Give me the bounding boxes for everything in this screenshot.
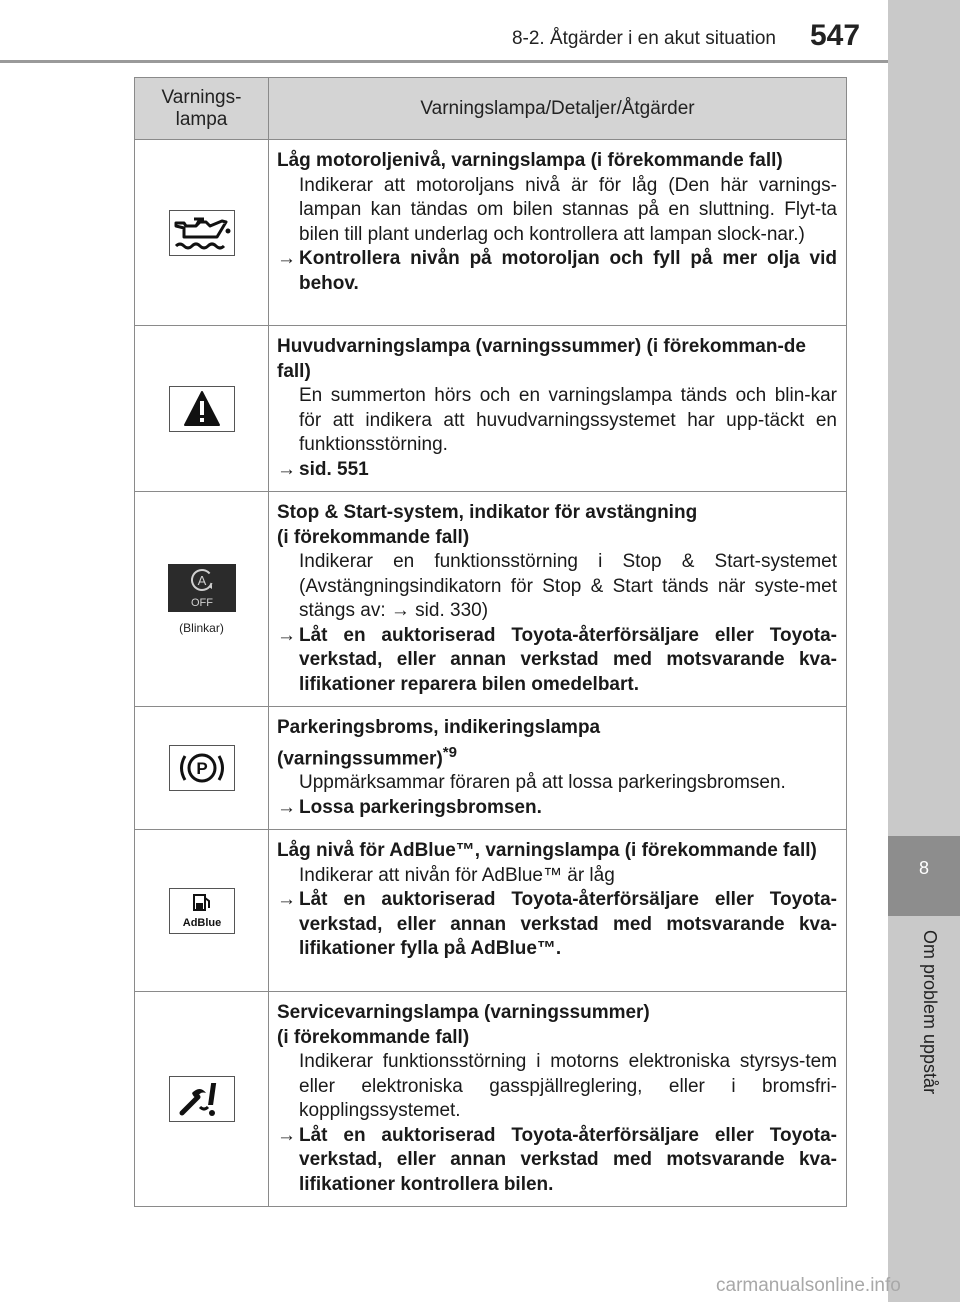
arrow-icon: → <box>277 1124 296 1146</box>
row-title: Huvudvarningslampa (varningssummer) (i förekomman-de fall) <box>277 336 806 382</box>
row-description: Indikerar funktionsstörning i motorns elektroniska styrsys-tem eller elektroniska gasspjällreglering, eller i bromsfri-kopplingssystemet. <box>299 1051 837 1122</box>
header-rule <box>0 60 888 63</box>
table-row <box>135 492 847 707</box>
svg-text:A: A <box>197 572 206 588</box>
lamp-cell <box>135 707 269 830</box>
row-description: Indikerar att nivån för AdBlue™ är låg <box>299 864 615 886</box>
lamp-cell <box>135 326 269 492</box>
page-number: 547 <box>809 19 861 52</box>
row-action-text: Låt en auktoriserad Toyota-återförsäljare eller Toyota-verkstad, eller annan verkstad med motsvarande kva-lifikationer reparera bilen omedelbart. <box>299 624 837 695</box>
off-label: OFF <box>190 596 213 609</box>
details-cell <box>269 707 847 830</box>
row-title: Låg nivå för AdBlue™, varningslampa (i förekommande fall) <box>277 840 817 862</box>
row-action-text: Lossa parkeringsbromsen. <box>299 796 542 818</box>
icon-caption: (Blinkar) <box>179 620 224 635</box>
chapter-number: 8 <box>918 858 929 878</box>
arrow-icon: → <box>277 889 296 911</box>
lamp-column-header: Varnings- lampa <box>135 78 269 140</box>
row-title: Stop & Start-system, indikator för avstängning (i förekommande fall) <box>277 502 698 548</box>
details-cell <box>269 992 847 1207</box>
row-action <box>277 796 837 821</box>
details-cell <box>269 492 847 707</box>
arrow-icon: → <box>277 624 296 646</box>
row-description: Indikerar att motoroljans nivå är för låg (Den här varnings-lampan kan tändas om bilen stannas på en sluttning. Flyt-ta bilen till plant underlag och kontrollera att lampan slock-nar.) <box>299 174 837 245</box>
svg-text:P: P <box>195 759 208 779</box>
row-title <box>277 716 837 771</box>
table-row <box>135 140 847 326</box>
row-description: Uppmärksammar föraren på att lossa parkeringsbromsen. <box>299 772 786 794</box>
master-warning-icon <box>169 386 235 432</box>
row-action-text: Låt en auktoriserad Toyota-återförsäljare eller Toyota-verkstad, eller annan verkstad med motsvarande kva-lifikationer fylla på AdBlue™. <box>299 889 837 960</box>
row-description: En summerton hörs och en varningslampa tänds och blin-kar för att indikera att huvudvarningssystemet har upp-täckt en funktionsstörning. <box>299 385 837 455</box>
arrow-icon: → <box>277 796 296 818</box>
row-action-text: Låt en auktoriserad Toyota-återförsäljare eller Toyota-verkstad, eller annan verkstad med motsvarande kva-lifikationer kontrollera bilen. <box>299 1124 837 1195</box>
oil-pressure-icon <box>169 210 235 256</box>
arrow-icon: → <box>277 248 296 269</box>
warning-lamp-table <box>134 77 847 1207</box>
row-title-text: Parkeringsbroms, indikeringslampa (varningssummer) <box>277 717 601 769</box>
row-description-text: Indikerar en funktionsstörning i Stop & Start-systemet (Avstängningsindikatorn för Stop & Start tänds när syste-met stängs av: <box>299 551 837 621</box>
footnote-marker: *9 <box>442 743 457 761</box>
details-column-header: Varningslampa/Detaljer/Åtgärder <box>269 78 847 140</box>
details-cell <box>269 830 847 992</box>
row-action <box>277 888 837 962</box>
row-description <box>277 550 837 624</box>
details-cell <box>269 326 847 492</box>
arrow-icon: → <box>277 458 296 480</box>
row-description-ref: sid. 330) <box>415 600 489 621</box>
details-cell <box>269 140 847 326</box>
section-title: 8-2. Åtgärder i en akut situation <box>511 28 776 49</box>
table-header-row <box>135 78 847 140</box>
chapter-title: Om problem uppstår <box>920 930 940 1095</box>
parking-brake-icon <box>169 745 235 791</box>
arrow-icon: → <box>390 600 416 621</box>
table-row <box>135 992 847 1207</box>
stop-start-off-icon <box>168 564 236 612</box>
lamp-cell <box>135 140 269 326</box>
table-row <box>135 326 847 492</box>
table-row <box>135 707 847 830</box>
adblue-icon <box>169 888 235 934</box>
watermark: carmanualsonline.info <box>716 1275 901 1296</box>
row-title: Servicevarningslampa (varningssummer) (i förekommande fall) <box>277 1002 650 1048</box>
service-warning-icon <box>169 1076 235 1122</box>
row-action <box>277 247 837 296</box>
row-action-text: Kontrollera nivån på motoroljan och fyll på mer olja vid behov. <box>299 248 837 294</box>
lamp-cell <box>135 992 269 1207</box>
lamp-cell <box>135 830 269 992</box>
row-action <box>277 458 837 483</box>
row-action-text: sid. 551 <box>299 458 369 480</box>
row-action <box>277 1124 837 1198</box>
adblue-label: AdBlue <box>182 916 221 929</box>
table-row <box>135 830 847 992</box>
lamp-cell <box>135 492 269 707</box>
row-title: Låg motoroljenivå, varningslampa (i förekommande fall) <box>277 150 783 171</box>
row-action <box>277 624 837 698</box>
